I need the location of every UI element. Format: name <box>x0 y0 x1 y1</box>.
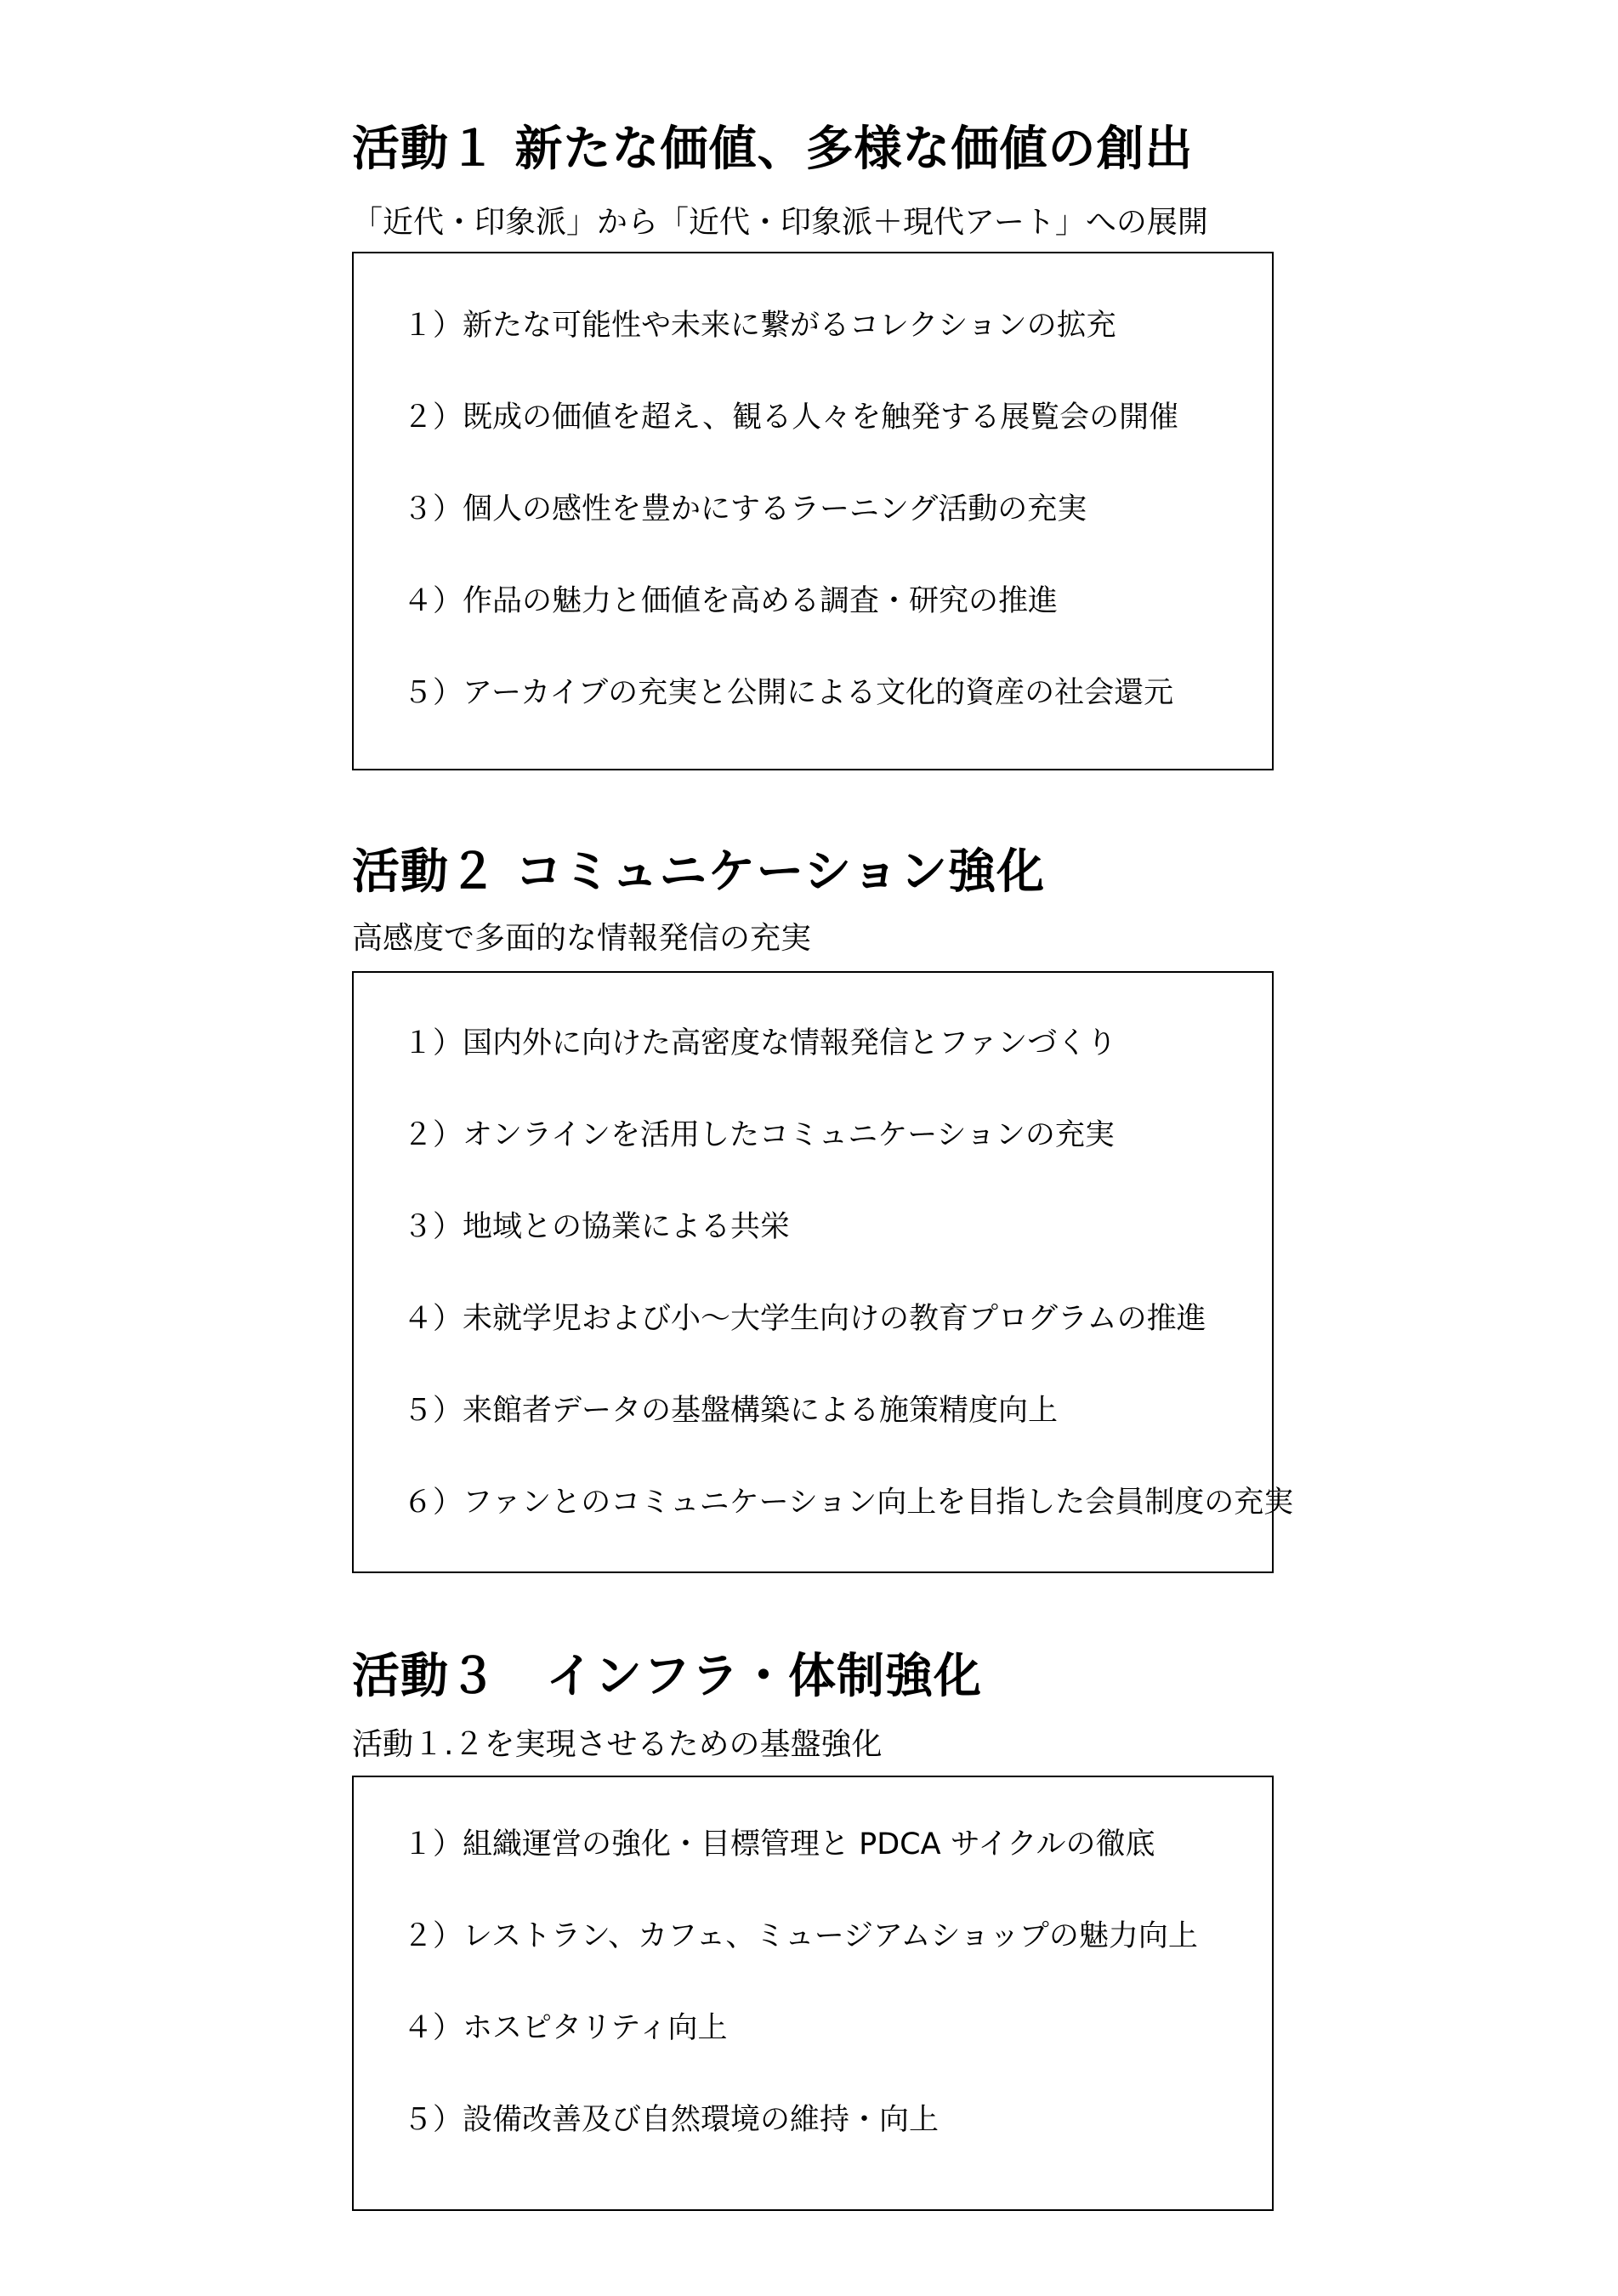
list-item: ４）ホスピタリティ向上 <box>403 2011 728 2045</box>
list-item: ５）来館者データの基盤構築による施策精度向上 <box>403 1394 1059 1428</box>
section-3-subtitle: 活動１.２を実現させるための基盤強化 <box>352 1727 883 1762</box>
list-item: ６）ファンとのコミュニケーション向上を目指した会員制度の充実 <box>403 1486 1294 1520</box>
list-item: １）国内外に向けた高密度な情報発信とファンづくり <box>403 1026 1117 1060</box>
list-item: ２）オンラインを活用したコミュニケーションの充実 <box>403 1118 1115 1152</box>
section-1-title: 活動１ 新たな価値、多様な価値の創出 <box>352 122 1194 177</box>
section-2-box <box>352 971 1294 1573</box>
section-2-title: 活動２ コミュニケーション強化 <box>352 844 1046 900</box>
list-item: ４）未就学児および小～大学生向けの教育プログラムの推進 <box>403 1302 1206 1336</box>
list-item: ２）レストラン、カフェ、ミュージアムショップの魅力向上 <box>403 1919 1198 1953</box>
section-3-box <box>352 1776 1274 2211</box>
list-item: １）組織運営の強化・目標管理と PDCA サイクルの徹底 <box>403 1827 1155 1861</box>
section-1-subtitle: 「近代・印象派」から「近代・印象派＋現代アート」への展開 <box>352 205 1208 240</box>
list-item: ５）設備改善及び自然環境の維持・向上 <box>403 2103 940 2137</box>
section-3-title: 活動３ インフラ・体制強化 <box>352 1649 982 1704</box>
section-2-subtitle: 高感度で多面的な情報発信の充実 <box>352 921 812 956</box>
section-1-box <box>352 252 1274 770</box>
list-item: ２）既成の価値を超え、観る人々を触発する展覧会の開催 <box>403 401 1179 435</box>
list-item: ４）作品の魅力と価値を高める調査・研究の推進 <box>403 584 1059 618</box>
list-item: ３）地域との協業による共栄 <box>403 1210 791 1244</box>
list-item: １）新たな可能性や未来に繋がるコレクションの拡充 <box>403 309 1116 343</box>
list-item: ５）アーカイブの充実と公開による文化的資産の社会還元 <box>403 676 1174 710</box>
list-item: ３）個人の感性を豊かにするラーニング活動の充実 <box>403 492 1087 526</box>
